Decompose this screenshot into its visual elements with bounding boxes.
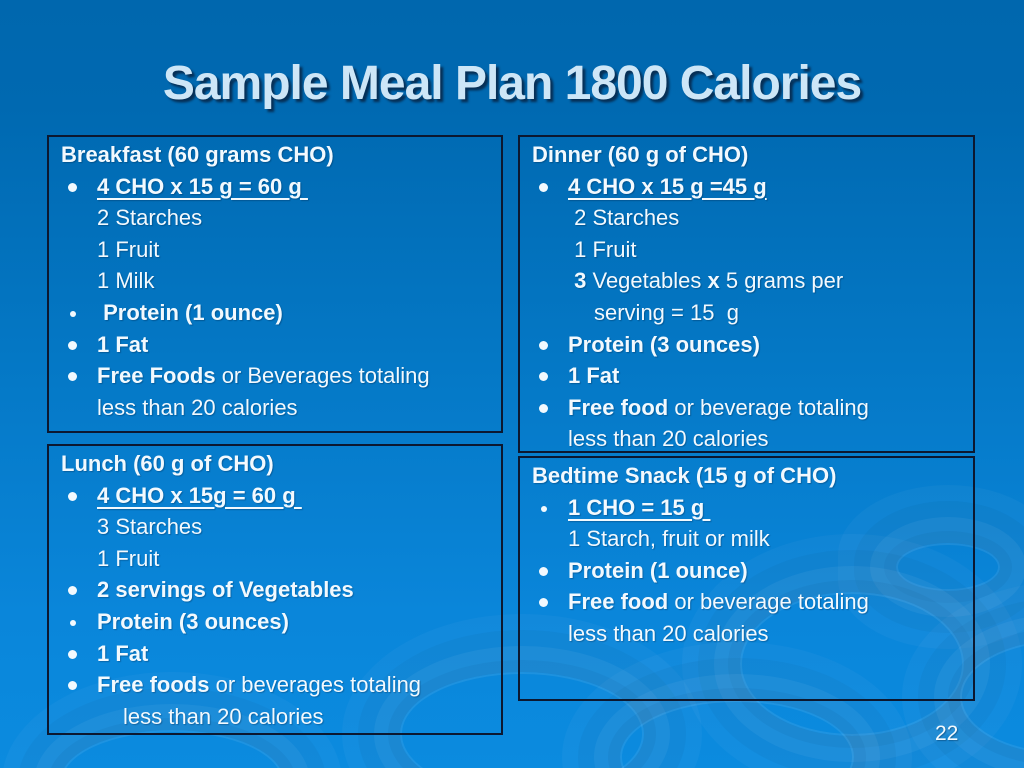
dinner-header: Dinner (60 g of CHO) (532, 142, 749, 167)
meal-line (59, 480, 495, 512)
meal-line (59, 234, 495, 266)
meal-line-text: serving = 15 g (594, 299, 739, 325)
bullet-spacer (59, 202, 97, 234)
meal-line-text: Free food or beverage totaling (568, 394, 869, 420)
bullet-spacer (530, 265, 568, 297)
meal-line-text: Protein (3 ounces) (97, 608, 289, 634)
meal-line (530, 234, 967, 266)
bullet-spacer (59, 701, 97, 733)
meal-line-text: Free food or beverage totaling (568, 589, 869, 615)
meal-line-text: 4 CHO x 15 g = 60 g (97, 173, 308, 199)
meal-line-text: 1 Fat (97, 331, 149, 357)
meal-line (530, 492, 967, 524)
meal-line-text: Protein (1 ounce) (568, 557, 748, 583)
meal-line-text: 2 Starches (97, 205, 203, 231)
bedtime-snack-lines (530, 492, 967, 650)
breakfast-header: Breakfast (60 grams CHO) (61, 142, 334, 167)
meal-line-text: 1 Starch, fruit or milk (568, 526, 770, 552)
meal-line (59, 265, 495, 297)
bullet-icon (530, 329, 568, 361)
lunch-header: Lunch (60 g of CHO) (61, 451, 274, 476)
bullet-spacer (59, 543, 97, 575)
bullet-icon (59, 638, 97, 670)
meal-line (530, 265, 967, 297)
meal-line (59, 171, 495, 203)
meal-line-text: 1 Fruit (97, 236, 160, 262)
meal-line (59, 638, 495, 670)
dinner-lines (530, 171, 967, 455)
meal-line-text: 1 Fruit (97, 545, 160, 571)
meal-line (59, 669, 495, 701)
bullet-spacer (59, 392, 97, 424)
bullet-icon (530, 392, 568, 424)
meal-line (59, 297, 495, 329)
meal-line (59, 202, 495, 234)
bullet-icon (59, 329, 97, 361)
bullet-spacer (530, 297, 568, 329)
meal-line (59, 511, 495, 543)
meal-line (530, 329, 967, 361)
meal-line (59, 701, 495, 733)
lunch-lines (59, 480, 495, 733)
meal-line (530, 297, 967, 329)
meal-line-text: 3 Vegetables x 5 grams per (574, 268, 844, 294)
bullet-icon (59, 574, 97, 606)
meal-line (530, 360, 967, 392)
meal-line (59, 360, 495, 392)
breakfast-panel (47, 135, 503, 433)
bullet-icon (530, 492, 568, 524)
lunch-panel (47, 444, 503, 735)
bullet-icon (59, 171, 97, 203)
meal-line (530, 618, 967, 650)
meal-line (530, 423, 967, 455)
page-title: Sample Meal Plan 1800 Calories (162, 57, 862, 110)
meal-line (59, 606, 495, 638)
meal-line-text: less than 20 calories (568, 426, 769, 452)
bullet-spacer (530, 423, 568, 455)
bullet-spacer (530, 523, 568, 555)
meal-line-text: 1 Fruit (568, 236, 637, 262)
meal-line-text: Protein (3 ounces) (568, 331, 760, 357)
bullet-icon (59, 297, 97, 329)
bullet-icon (530, 586, 568, 618)
meal-line-text: Free Foods or Beverages totaling (97, 363, 430, 389)
bullet-spacer (530, 234, 568, 266)
meal-line-text: 1 Fat (568, 363, 620, 389)
meal-line-text: 3 Starches (97, 514, 203, 540)
meal-line (59, 574, 495, 606)
bullet-icon (530, 360, 568, 392)
meal-line-text: 2 Starches (568, 205, 680, 231)
meal-line (59, 543, 495, 575)
meal-line (59, 392, 495, 424)
bullet-icon (59, 360, 97, 392)
bullet-spacer (59, 511, 97, 543)
bullet-spacer (59, 265, 97, 297)
bullet-spacer (530, 618, 568, 650)
meal-line-text: Protein (1 ounce) (97, 299, 283, 325)
meal-line (530, 171, 967, 203)
slide-number: 22 (935, 722, 959, 745)
meal-line (530, 523, 967, 555)
bullet-spacer (59, 234, 97, 266)
bullet-icon (59, 480, 97, 512)
bullet-icon (59, 606, 97, 638)
meal-line (530, 202, 967, 234)
bullet-icon (59, 669, 97, 701)
meal-line-text: 1 Milk (97, 268, 155, 294)
meal-line-text: Free foods or beverages totaling (97, 672, 422, 698)
meal-line-text: 2 servings of Vegetables (97, 577, 354, 603)
dinner-panel (518, 135, 975, 453)
water-ripple-decoration (60, 730, 284, 768)
bullet-icon (530, 171, 568, 203)
breakfast-lines (59, 171, 495, 424)
bedtime-snack-header: Bedtime Snack (15 g of CHO) (532, 463, 837, 488)
meal-line (530, 555, 967, 587)
meal-line-text: 4 CHO x 15 g =45 g (568, 173, 767, 199)
meal-line-text: less than 20 calories (123, 703, 324, 729)
bedtime-snack-panel (518, 456, 975, 701)
bullet-spacer (530, 202, 568, 234)
meal-line-text: less than 20 calories (97, 394, 298, 420)
meal-line-text: 4 CHO x 15g = 60 g (97, 482, 302, 508)
bullet-icon (530, 555, 568, 587)
meal-line (59, 329, 495, 361)
meal-line-text: 1 Fat (97, 640, 149, 666)
meal-line (530, 392, 967, 424)
meal-line (530, 586, 967, 618)
meal-line-text: 1 CHO = 15 g (568, 494, 711, 520)
meal-line-text: less than 20 calories (568, 620, 769, 646)
